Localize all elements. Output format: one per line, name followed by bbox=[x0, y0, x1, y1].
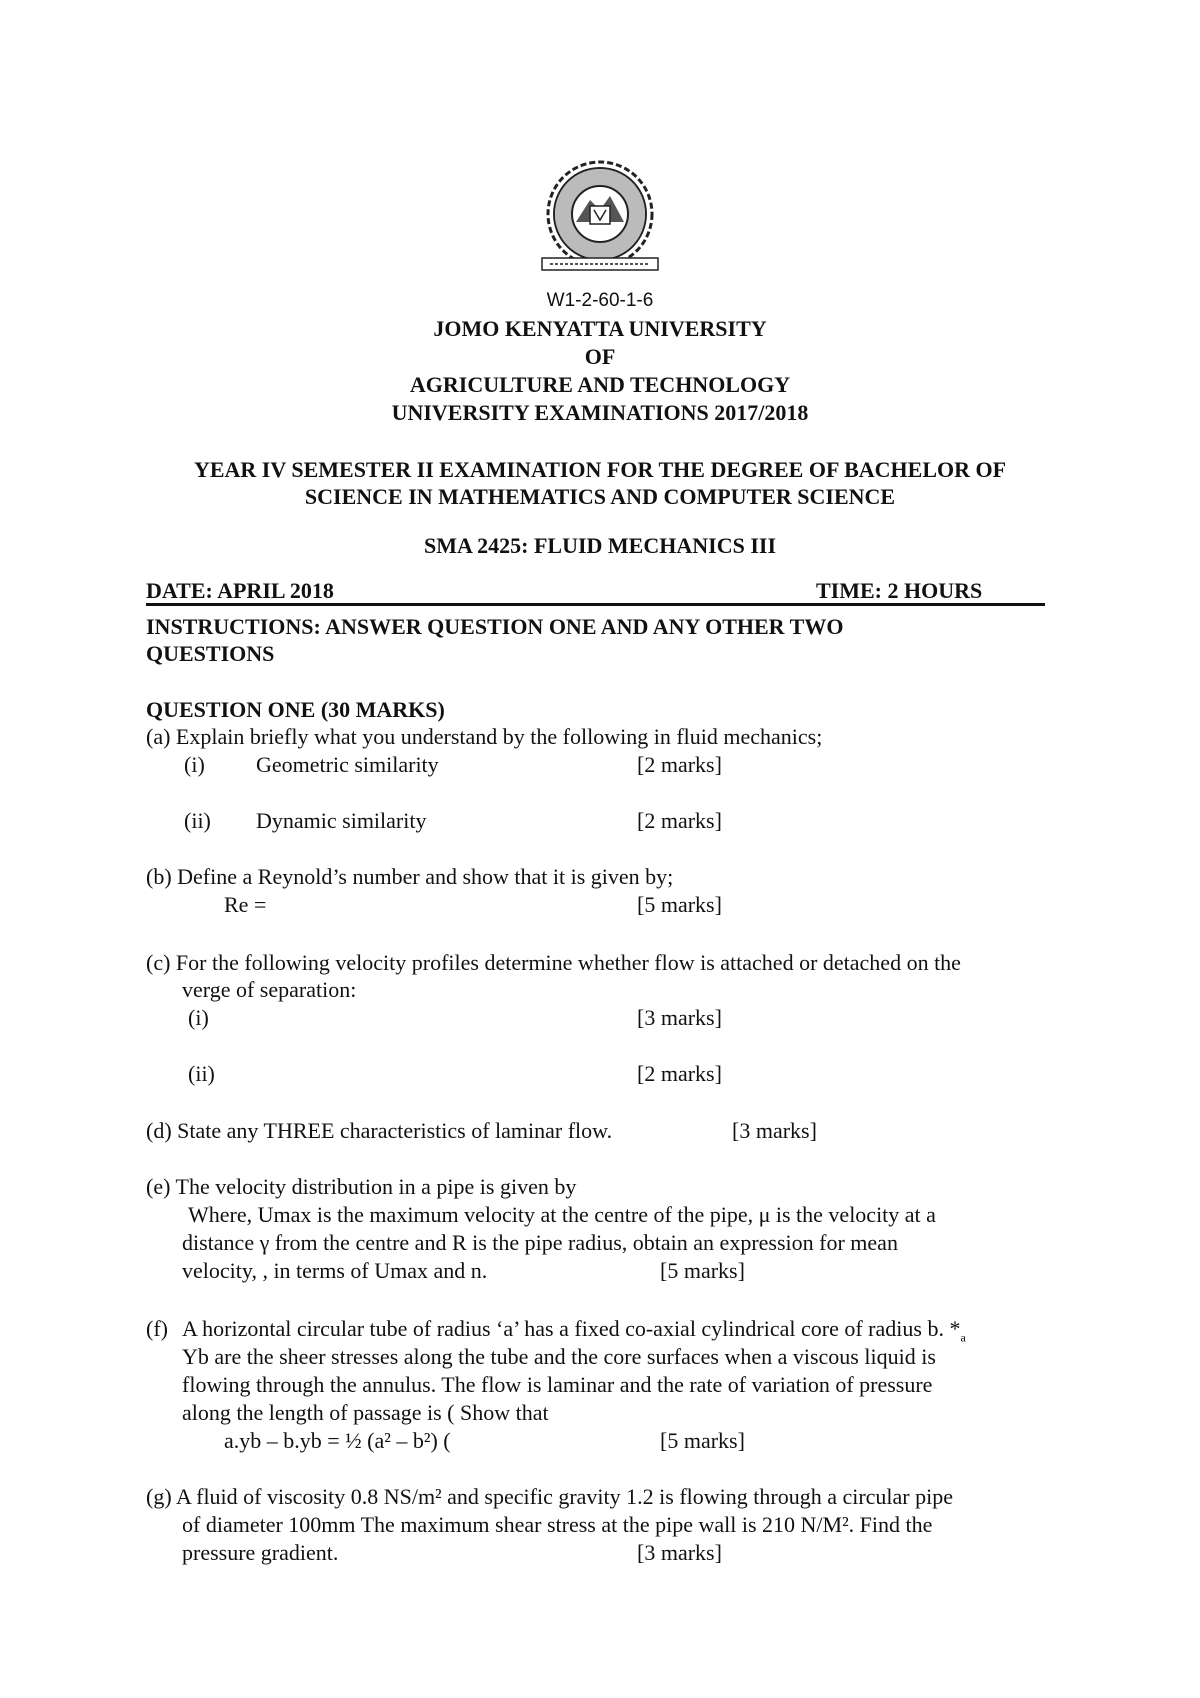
question-f-formula: a.yb – b.yb = ½ (a² – b²) ( bbox=[224, 1428, 451, 1453]
question-a-i-text: Geometric similarity bbox=[256, 752, 439, 777]
instructions-line1: INSTRUCTIONS: ANSWER QUESTION ONE AND ANY OTHER TWO bbox=[146, 614, 844, 639]
exam-date: DATE: APRIL 2018 bbox=[146, 578, 334, 603]
question-a-i-number: (i) bbox=[184, 752, 205, 777]
exam-session: UNIVERSITY EXAMINATIONS 2017/2018 bbox=[391, 400, 809, 425]
question-c-i-marks: [3 marks] bbox=[637, 1005, 722, 1030]
question-g-line2: of diameter 100mm The maximum shear stress at the pipe wall is 210 N/M². Find the bbox=[182, 1512, 933, 1537]
question-f-label: (f) bbox=[146, 1316, 168, 1341]
university-name: JOMO KENYATTA UNIVERSITY bbox=[433, 316, 767, 341]
header-divider bbox=[146, 603, 1045, 606]
question-e-line2: Where, Umax is the maximum velocity at the centre of the pipe, μ is the velocity at a bbox=[188, 1202, 936, 1227]
question-f-marks: [5 marks] bbox=[660, 1428, 745, 1453]
university-name-line3: AGRICULTURE AND TECHNOLOGY bbox=[409, 372, 791, 397]
question-a-ii-text: Dynamic similarity bbox=[256, 808, 427, 833]
question-b-stem: (b) Define a Reynold’s number and show that it is given by; bbox=[146, 864, 674, 889]
question-e-line4: velocity, , in terms of Umax and n. bbox=[182, 1258, 488, 1283]
degree-line1: YEAR IV SEMESTER II EXAMINATION FOR THE DEGREE OF BACHELOR OF bbox=[193, 457, 1007, 482]
question-d-stem: (d) State any THREE characteristics of laminar flow. bbox=[146, 1118, 613, 1143]
question-g-line1: (g) A fluid of viscosity 0.8 NS/m² and specific gravity 1.2 is flowing through a circular pipe bbox=[146, 1484, 954, 1509]
question-f-line4: along the length of passage is ( Show that bbox=[182, 1400, 549, 1425]
question-c-stem-line2: verge of separation: bbox=[182, 977, 357, 1002]
question-g-marks: [3 marks] bbox=[637, 1540, 722, 1565]
question-a-ii-number: (ii) bbox=[184, 808, 211, 833]
question-a-stem: (a) Explain briefly what you understand by the following in fluid mechanics; bbox=[146, 724, 823, 749]
degree-line2: SCIENCE IN MATHEMATICS AND COMPUTER SCIENCE bbox=[304, 484, 896, 509]
question-c-ii-marks: [2 marks] bbox=[637, 1061, 722, 1086]
course-title: SMA 2425: FLUID MECHANICS III bbox=[423, 533, 777, 558]
question-e-line3: distance γ from the centre and R is the pipe radius, obtain an expression for mean bbox=[182, 1230, 898, 1255]
question-b-marks: [5 marks] bbox=[637, 892, 722, 917]
question-f-line1 bbox=[182, 1316, 966, 1345]
question-f-line3: flowing through the annulus. The flow is laminar and the rate of variation of pressure bbox=[182, 1372, 933, 1397]
question-c-i-number: (i) bbox=[188, 1005, 209, 1030]
question-f-line2: Yb are the sheer stresses along the tube and the core surfaces when a viscous liquid is bbox=[182, 1344, 936, 1369]
question-f-line1-subscript: a bbox=[960, 1330, 966, 1345]
university-name-of: OF bbox=[584, 344, 616, 369]
question-a-ii-marks: [2 marks] bbox=[637, 808, 722, 833]
question-one-title: QUESTION ONE (30 MARKS) bbox=[146, 697, 445, 722]
question-d-marks: [3 marks] bbox=[732, 1118, 817, 1143]
paper-code: W1-2-60-1-6 bbox=[546, 290, 654, 311]
question-f-line1-text: A horizontal circular tube of radius ‘a’ has a fixed co-axial cylindrical core of radius b. * bbox=[182, 1316, 961, 1341]
question-c-ii-number: (ii) bbox=[188, 1061, 215, 1086]
instructions-line2: QUESTIONS bbox=[146, 641, 275, 666]
question-c-stem-line1: (c) For the following velocity profiles determine whether flow is attached or detached on the bbox=[146, 950, 961, 975]
question-e-line1: (e) The velocity distribution in a pipe is given by bbox=[146, 1174, 577, 1199]
question-a-i-marks: [2 marks] bbox=[637, 752, 722, 777]
university-logo bbox=[528, 160, 672, 278]
exam-time: TIME: 2 HOURS bbox=[816, 578, 983, 603]
question-e-marks: [5 marks] bbox=[660, 1258, 745, 1283]
question-b-formula: Re = bbox=[224, 892, 267, 917]
question-g-line3: pressure gradient. bbox=[182, 1540, 339, 1565]
